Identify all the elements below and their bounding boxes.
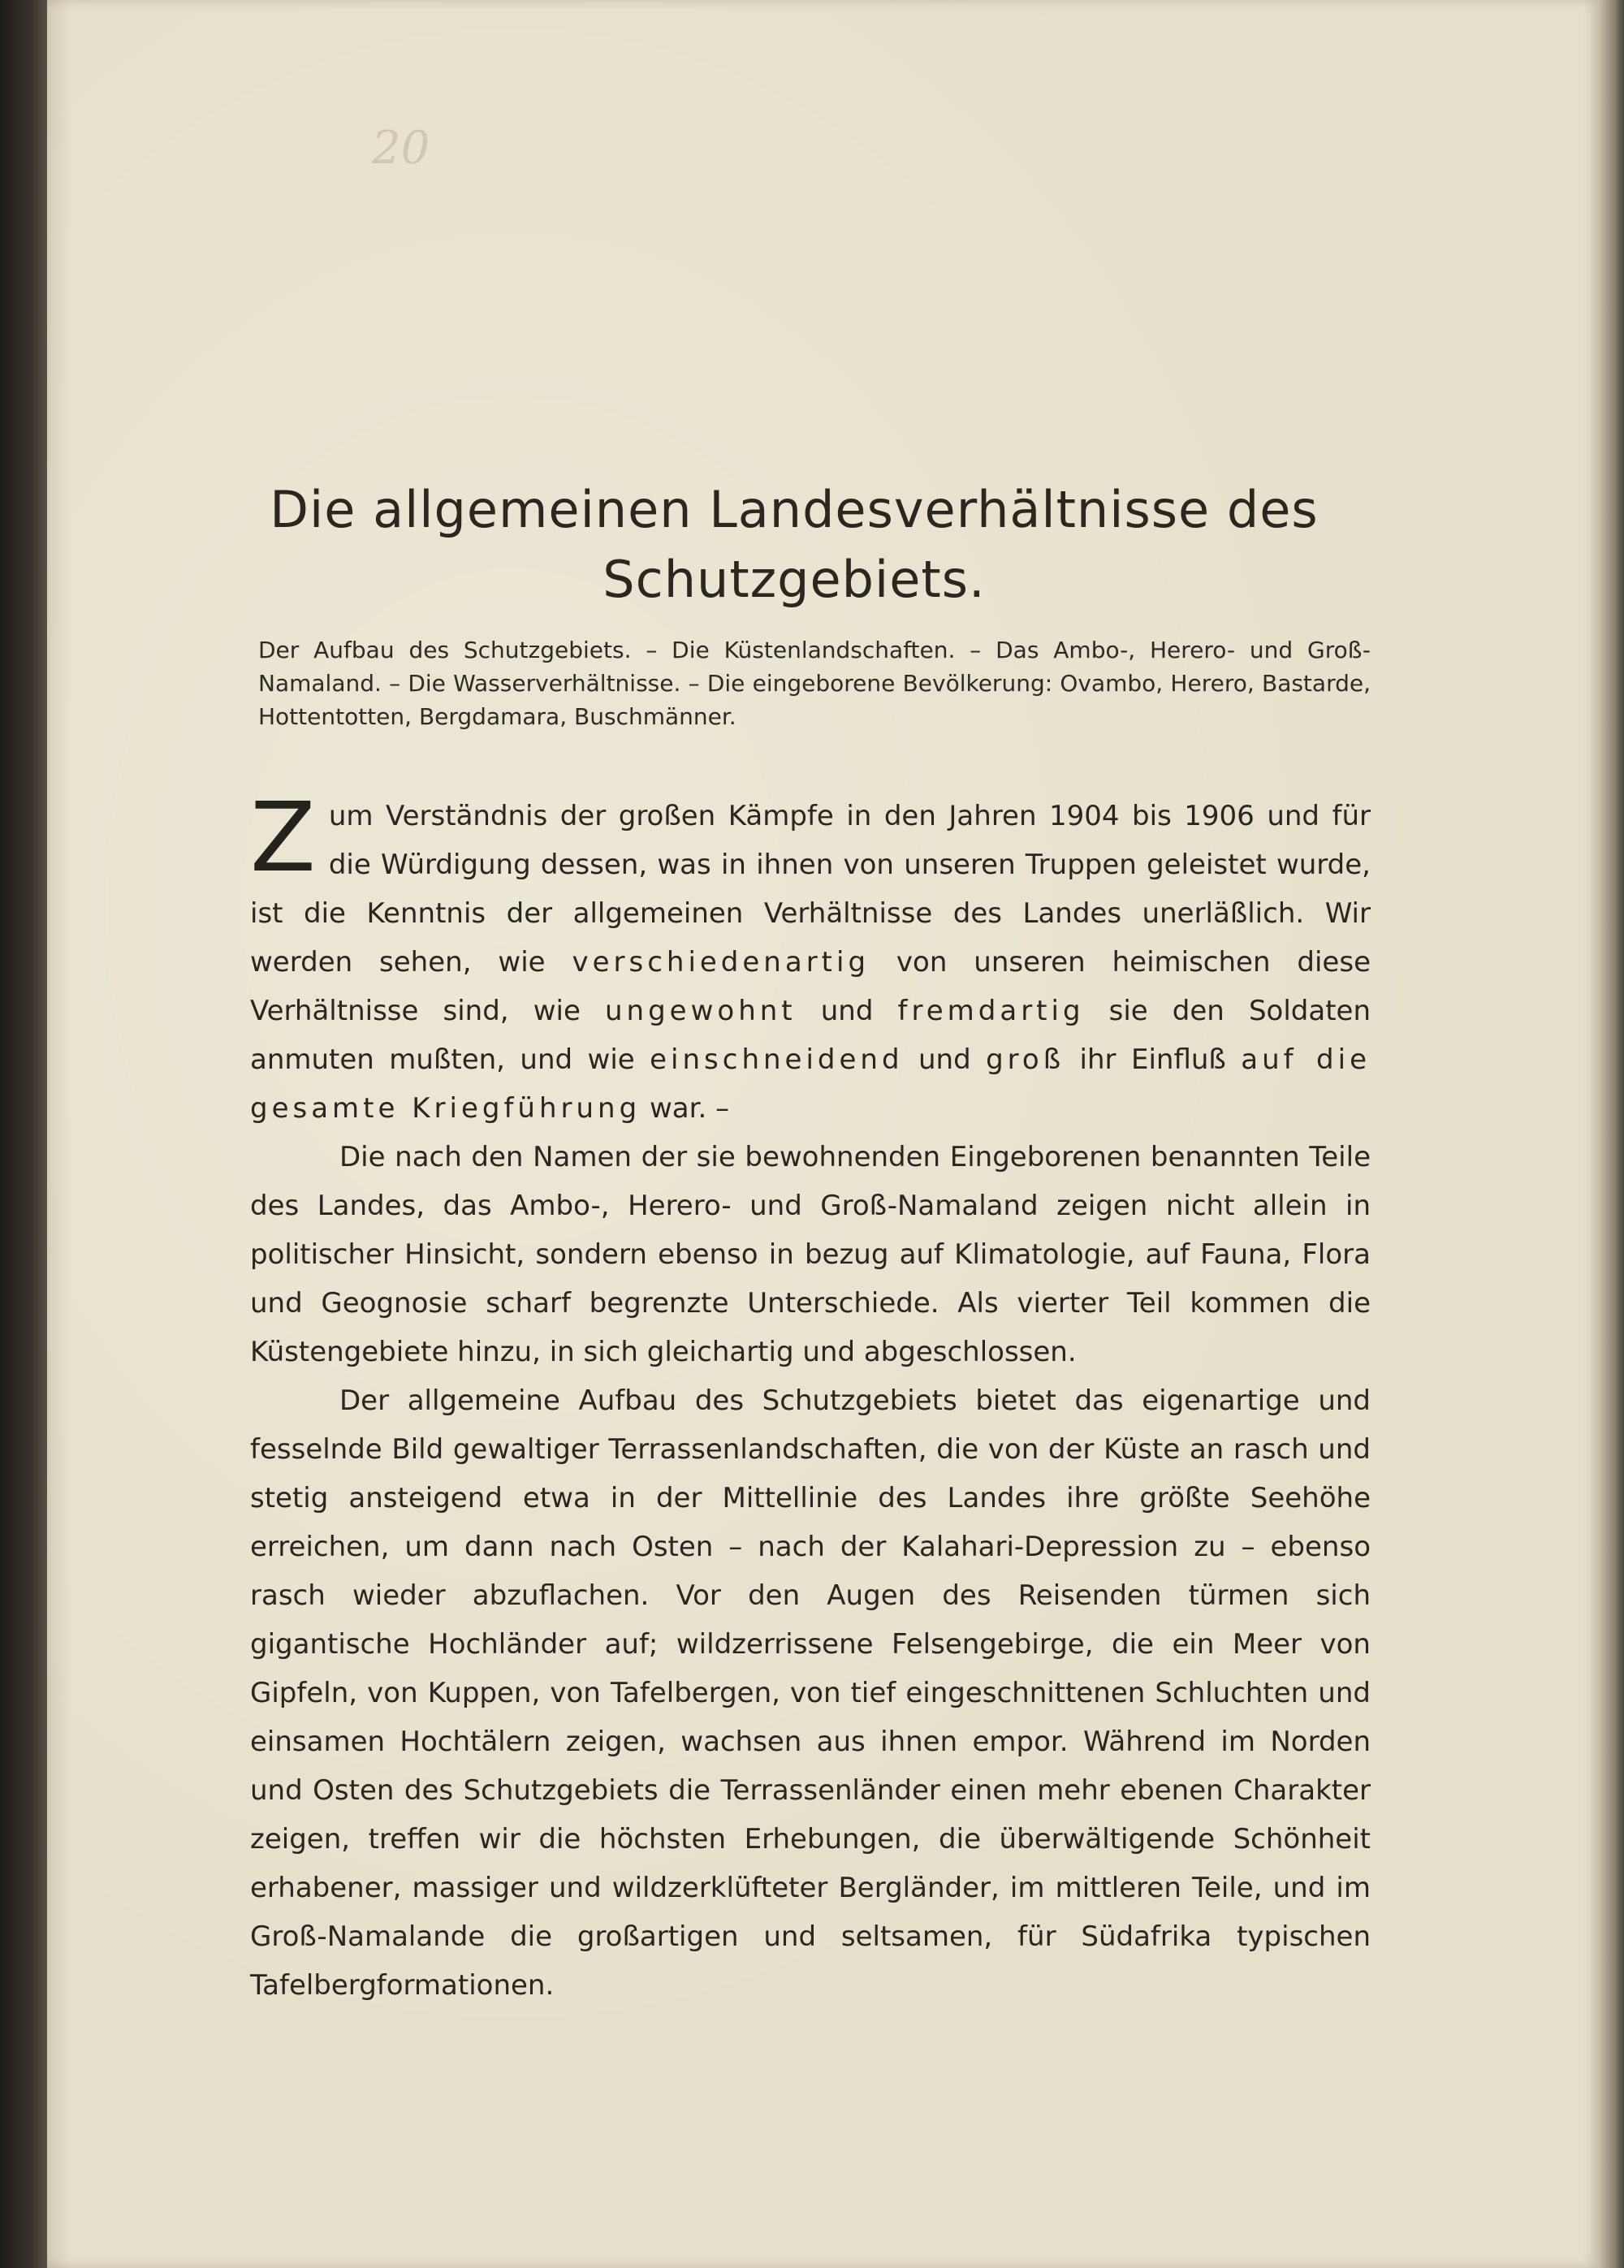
paragraph-1-text-b: von unseren heimischen diese Verhältnisse sind, wie <box>250 946 1371 1027</box>
emphasis-fremdartig: fremdartig <box>897 995 1085 1027</box>
paragraph-1-text-c: und <box>796 995 898 1027</box>
book-page <box>47 0 1600 2268</box>
paragraph-1-text-d: sie den Soldaten anmuten mußten, und wie <box>250 995 1371 1076</box>
paragraph-2: Die nach den Namen der sie bewohnenden Eingeborenen benannten Teile des Landes, das Ambo-, Herero- und Groß-Namaland zeigen nicht allein in politischer Hinsicht, sondern ebenso in bezug auf Klimatologie, auf Fauna, Flora und Geognosie scharf begrenzte Unterschiede. Als vierter Teil kommen die Küstengebiete hinzu, in sich gleichartig und abgeschlossen. <box>250 1141 1371 1368</box>
paragraph-1-text-f: ihr Einfluß <box>1065 1043 1242 1076</box>
emphasis-verschiedenartig: verschiedenartig <box>572 946 870 978</box>
chapter-summary: Der Aufbau des Schutzgebiets. – Die Küstenlandschaften. – Das Ambo-, Herero- und Groß-Namaland. – Die Wasserverhältnisse. – Die eingeborene Bevölkerung: Ovambo, Herero, Bastarde, Hottentotten, Bergdamara, Buschmänner. <box>258 637 1371 730</box>
emphasis-kriegfuehrung: auf die gesamte Kriegführung <box>250 1043 1371 1125</box>
paragraph-1 <box>250 781 1371 1133</box>
emphasis-einschneidend: einschneidend <box>650 1043 904 1076</box>
emphasis-gross: groß <box>986 1043 1065 1076</box>
faint-page-number: 20 <box>372 122 430 175</box>
paragraph-1-text-e: und <box>903 1043 987 1076</box>
emphasis-ungewohnt: ungewohnt <box>605 995 797 1027</box>
chapter-title: Die allgemeinen Landesverhältnisse des Schutzgebiets. <box>270 480 1319 609</box>
page-right-edge <box>1600 0 1624 2268</box>
body-text <box>250 781 1371 2010</box>
paragraph-1-text-a: um Verständnis der großen Kämpfe in den Jahren 1904 bis 1906 und für die Würdigung dessen, was in ihnen von unseren Truppen geleistet wurde, ist die Kenntnis der allgemeinen Verhältnisse des Landes unerläßlich. Wir werden sehen, wie <box>250 800 1371 978</box>
drop-cap: Z <box>250 781 316 893</box>
paragraph-3: Der allgemeine Aufbau des Schutzgebiets bietet das eigenartige und fesselnde Bild gewaltiger Terrassenlandschaften, die von der Küste an rasch und stetig ansteigend etwa in der Mittellinie des Landes ihre größte Seehöhe erreichen, um dann nach Osten – nach der Kalahari-Depression zu – ebenso rasch wieder abzuflachen. Vor den Augen des Reisenden türmen sich gigantische Hochländer auf; wildzerrissene Felsengebirge, die ein Meer von Gipfeln, von Kuppen, von Tafelbergen, von tief eingeschnittenen Schluchten und einsamen Hochtälern zeigen, wachsen aus ihnen empor. Während im Norden und Osten des Schutzgebiets die Terrassenländer einen mehr ebenen Charakter zeigen, treffen wir die höchsten Erhebungen, die überwältigende Schönheit erhabener, massiger und wildzerklüfteter Bergländer, im mittleren Teile, und im Groß-Namalande die großartigen und seltsamen, für Südafrika typischen Tafelbergformationen. <box>250 1385 1371 2002</box>
paragraph-1-text-g: war. – <box>641 1092 730 1125</box>
